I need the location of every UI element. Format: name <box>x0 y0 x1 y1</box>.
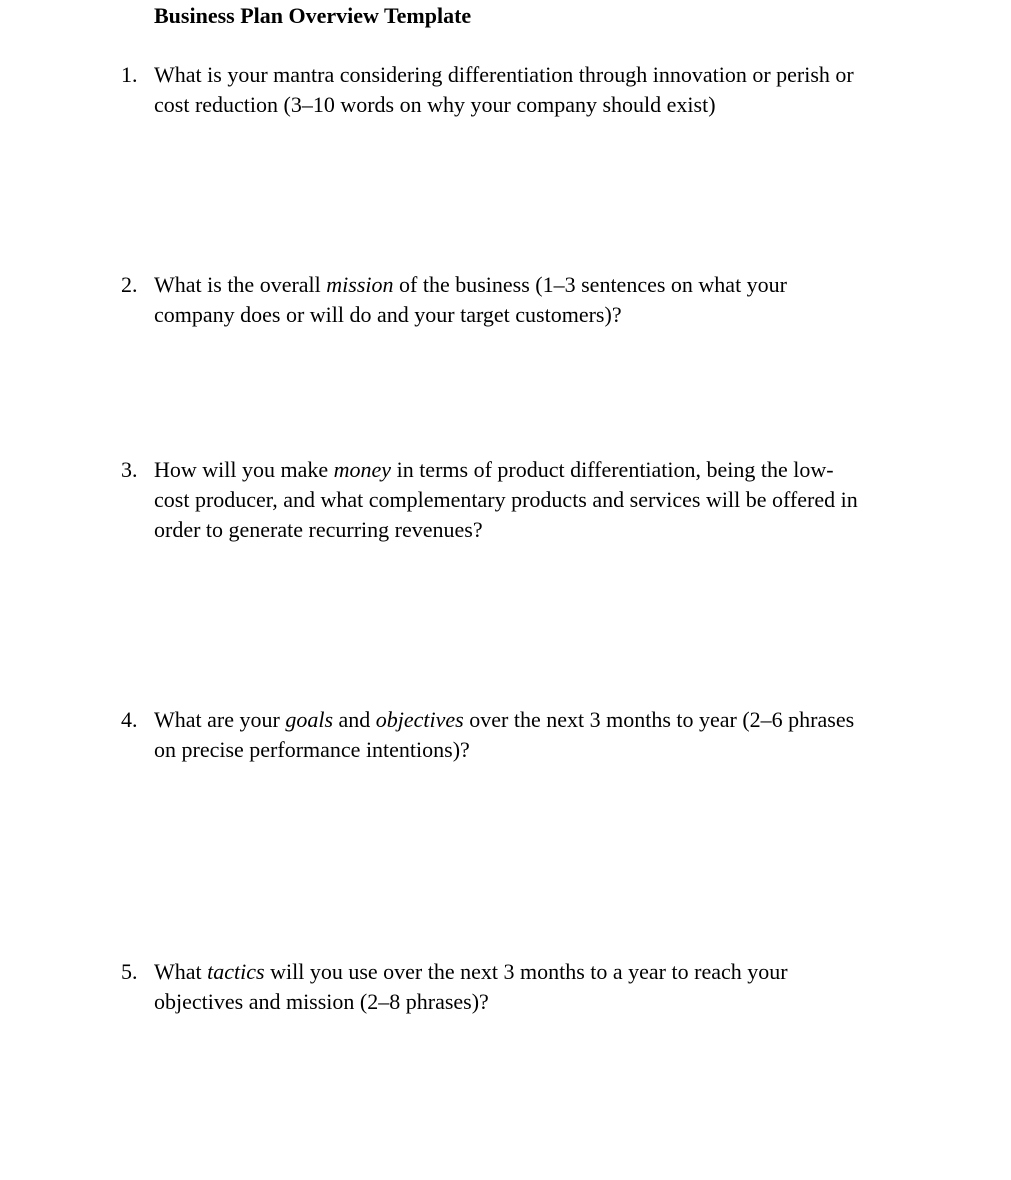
text-run: in terms of product differentiation, being the low- <box>391 457 834 482</box>
emphasized-term: objectives <box>375 707 464 732</box>
text-run: will you use over the next 3 months to a year to reach your <box>264 959 788 984</box>
question-line <box>154 957 944 987</box>
text-run: How will you make <box>154 457 334 482</box>
question-line <box>154 705 944 735</box>
question-text <box>154 60 944 120</box>
text-run: What is the overall <box>154 272 327 297</box>
document-title: Business Plan Overview Template <box>154 3 472 28</box>
text-run: over the next 3 months to year (2–6 phrases <box>463 707 855 732</box>
question-line: order to generate recurring revenues? <box>154 517 483 542</box>
emphasized-term: tactics <box>207 959 265 984</box>
text-run: What <box>154 959 208 984</box>
question-line: cost reduction (3–10 words on why your company should exist) <box>154 92 716 117</box>
question-text <box>154 455 944 545</box>
question-line: What is your mantra considering differentiation through innovation or perish or <box>154 62 854 87</box>
question-number: 1. <box>121 62 138 87</box>
question-line <box>154 270 944 300</box>
question-text <box>154 705 944 765</box>
question-line: company does or will do and your target customers)? <box>154 302 622 327</box>
text-run: of the business (1–3 sentences on what your <box>393 272 788 297</box>
emphasized-term: money <box>333 457 392 482</box>
question-line: cost producer, and what complementary products and services will be offered in <box>154 487 858 512</box>
question-number: 2. <box>121 272 138 297</box>
question-text <box>154 270 944 330</box>
text-run: and <box>333 707 376 732</box>
question-number: 4. <box>121 707 138 732</box>
question-line: objectives and mission (2–8 phrases)? <box>154 989 489 1014</box>
question-line: on precise performance intentions)? <box>154 737 470 762</box>
question-number: 3. <box>121 457 138 482</box>
text-run: What are your <box>154 707 286 732</box>
emphasized-term: goals <box>285 707 334 732</box>
emphasized-term: mission <box>326 272 394 297</box>
question-text <box>154 957 944 1017</box>
question-line <box>154 455 944 485</box>
question-number: 5. <box>121 959 138 984</box>
